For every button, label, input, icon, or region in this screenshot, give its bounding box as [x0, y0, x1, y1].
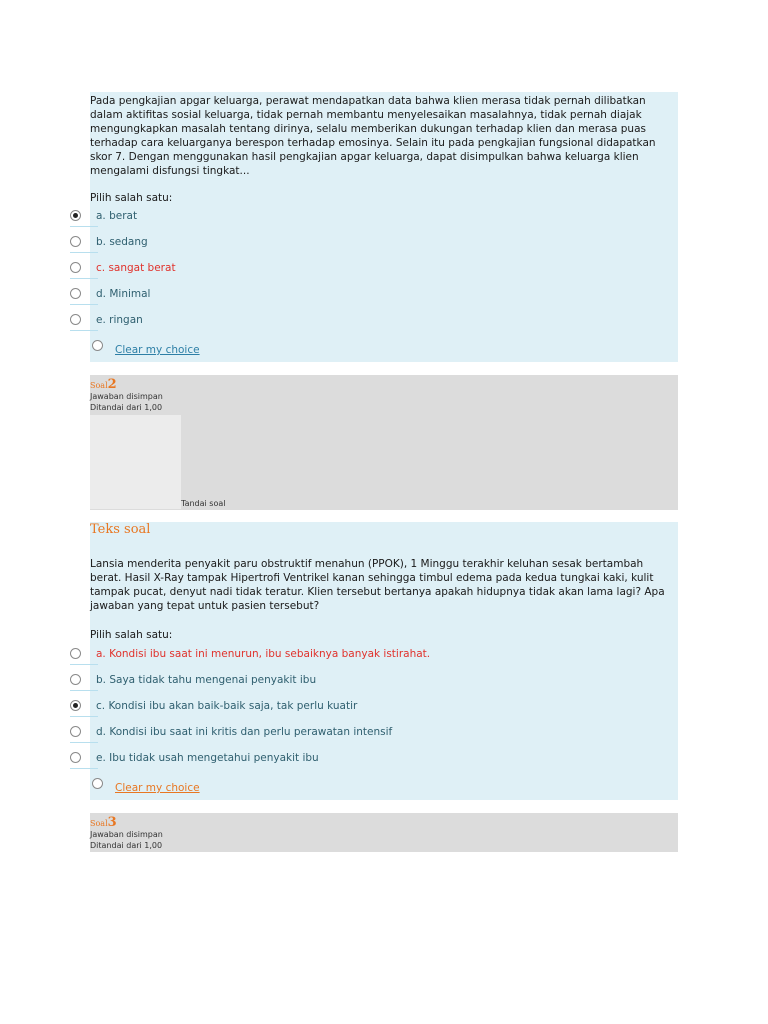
q1-option-b-label[interactable]: b. sedang	[96, 236, 148, 248]
soal-prefix: Soal	[90, 819, 108, 828]
marked-out-of: Ditandai dari 1,00	[90, 403, 163, 412]
soal-number: 2	[107, 377, 117, 392]
question-1-text: Pada pengkajian apgar keluarga, perawat mendapatkan data bahwa klien merasa tidak pernah dilibatkan dalam aktifitas sosial keluarga, tidak pernah membantu menyelesaikan masalahnya, tidak pernah diajak mengungkapkan masalah tentang dirinya, selalu memberikan dukungan terhadap klien dan merasa puas terhadap cara keluarganya berespon terhadap emosinya. Selain itu pada pengkajian fungsional didapatkan skor 7. Dengan menggunakan hasil pengkajian apgar keluarga, dapat disimpulkan bahwa keluarga klien mengalami disfungsi tingkat...	[90, 95, 656, 177]
option-underline	[70, 716, 98, 717]
soal-number: 3	[107, 815, 117, 830]
q1-option-c-label[interactable]: c. sangat berat	[96, 262, 176, 274]
option-underline	[70, 330, 98, 331]
radio-icon[interactable]	[70, 674, 81, 685]
question-text-heading: Teks soal	[90, 522, 151, 537]
q1-option-d-label[interactable]: d. Minimal	[96, 288, 151, 300]
question-2-text: Lansia menderita penyakit paru obstruktif menahun (PPOK), 1 Minggu terakhir keluhan sesak bertambah berat. Hasil X-Ray tampak Hipertrofi Ventrikel kanan sehingga timbul edema pada kedua tungkai kaki, kulit tampak pucat, denyut nadi tidak teratur. Klien tersebut bertanya apakah hidupnya tidak akan lama lagi? Apa jawaban yang tepat untuk pasien tersebut?	[90, 558, 665, 612]
q2-clear-choice-link[interactable]: Clear my choice	[115, 782, 200, 794]
radio-icon[interactable]	[92, 778, 103, 789]
option-underline	[70, 690, 98, 691]
radio-checked-icon[interactable]	[70, 700, 81, 711]
radio-icon[interactable]	[70, 648, 81, 659]
q2-option-a-label[interactable]: a. Kondisi ibu saat ini menurun, ibu sebaiknya banyak istirahat.	[96, 648, 431, 660]
answer-status: Jawaban disimpan	[90, 392, 163, 401]
option-underline	[70, 278, 98, 279]
question-2-prompt: Pilih salah satu:	[90, 629, 173, 641]
question-1-panel	[90, 92, 678, 362]
option-underline	[70, 768, 98, 769]
option-underline	[70, 304, 98, 305]
radio-icon[interactable]	[70, 752, 81, 763]
radio-icon[interactable]	[70, 726, 81, 737]
radio-checked-icon[interactable]	[70, 210, 81, 221]
radio-icon[interactable]	[70, 288, 81, 299]
answer-status: Jawaban disimpan	[90, 830, 163, 839]
flag-question-link[interactable]: Tandai soal	[181, 499, 226, 508]
question-number	[90, 377, 117, 392]
question-3-info	[90, 813, 678, 852]
q2-option-d-label[interactable]: d. Kondisi ibu saat ini kritis dan perlu perawatan intensif	[96, 726, 393, 738]
radio-icon[interactable]	[70, 236, 81, 247]
question-2-info	[90, 375, 678, 510]
soal-prefix: Soal	[90, 381, 108, 390]
flag-area	[90, 415, 181, 509]
option-underline	[70, 252, 98, 253]
q2-option-c-label[interactable]: c. Kondisi ibu akan baik-baik saja, tak perlu kuatir	[96, 700, 358, 712]
option-underline	[70, 742, 98, 743]
q2-option-b-label[interactable]: b. Saya tidak tahu mengenai penyakit ibu	[96, 674, 317, 686]
question-2-panel	[90, 522, 678, 800]
q1-option-a-label[interactable]: a. berat	[96, 210, 138, 222]
question-1-prompt: Pilih salah satu:	[90, 192, 173, 204]
q2-option-e-label[interactable]: e. Ibu tidak usah mengetahui penyakit ibu	[96, 752, 319, 764]
radio-icon[interactable]	[92, 340, 103, 351]
option-underline	[70, 664, 98, 665]
radio-icon[interactable]	[70, 262, 81, 273]
radio-icon[interactable]	[70, 314, 81, 325]
q1-option-e-label[interactable]: e. ringan	[96, 314, 143, 326]
question-number	[90, 815, 117, 830]
marked-out-of: Ditandai dari 1,00	[90, 841, 163, 850]
option-underline	[70, 226, 98, 227]
q1-clear-choice-link[interactable]: Clear my choice	[115, 344, 200, 356]
